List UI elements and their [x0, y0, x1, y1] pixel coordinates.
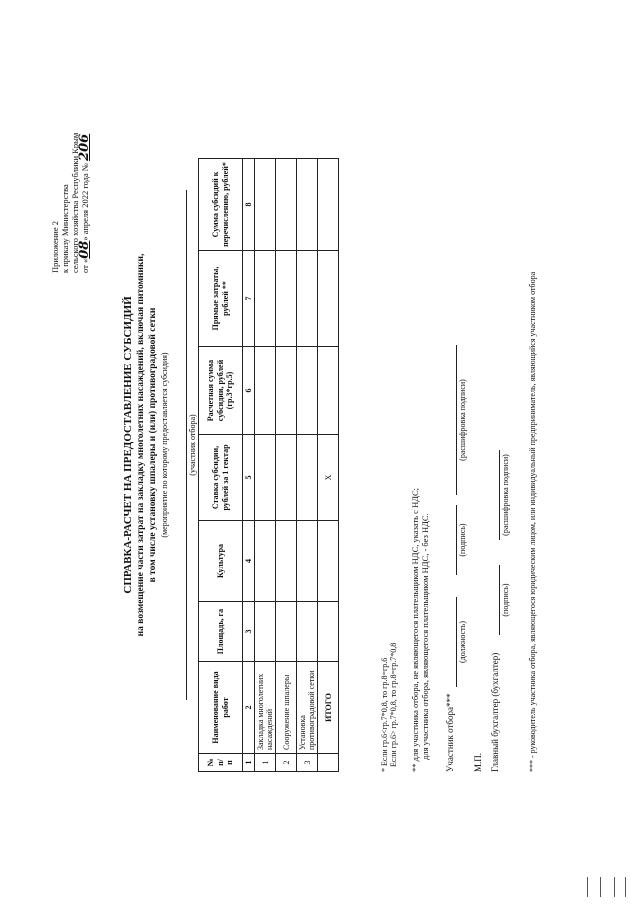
accountant-label: Главный бухгалтер (бухгалтер) [490, 652, 500, 772]
note-star2-b: для участника отбора, являющегося плательщиком НДС, - без НДС. [420, 513, 430, 760]
header-direct-costs: Прямые затраты, рублей ** [199, 251, 243, 347]
position-hint: (должность) [458, 621, 467, 663]
row-number: 1 [255, 754, 276, 772]
title-line-3: в том числе установку шпалеры и (или) противоградовой сетки [148, 307, 158, 583]
appendix-line-1: Приложение 2 [50, 221, 60, 273]
colnum-1: 1 [243, 754, 255, 772]
position-line [456, 597, 457, 687]
row-number: 3 [297, 754, 318, 772]
colnum-4: 4 [243, 521, 255, 602]
total-mark: X [318, 435, 339, 521]
handwritten-day: 08 [77, 240, 92, 259]
header-area: Площадь, га [199, 602, 243, 662]
scan-mark [587, 877, 588, 897]
acc-sign-line [499, 565, 500, 635]
header-number: № п/п [199, 754, 243, 772]
row-work-name: Закладка многолетних насаждений [255, 662, 276, 754]
row-number: 2 [276, 754, 297, 772]
note-star1-b: Если гр.6> гр.7*0,8, то гр.8=гр.7*0,8 [389, 642, 398, 767]
table-row [276, 159, 297, 772]
header-calc-sum: Расчетная сумма субсидии, рублей (гр.3*гр.5) [199, 347, 243, 435]
scan-mark [625, 877, 626, 897]
colnum-8: 8 [243, 159, 255, 251]
colnum-5: 5 [243, 435, 255, 521]
decode-hint: (расшифровка подписи) [458, 379, 467, 461]
note-star2-a: ** для участника отбора, не являющегося плательщиком НДС, указать с НДС; [410, 487, 420, 772]
decode-line [456, 345, 457, 495]
header-rate: Ставка субсидии, рублей за 1 гектар [199, 435, 243, 521]
colnum-6: 6 [243, 347, 255, 435]
table-row [255, 159, 276, 772]
stamp-place: М.П. [473, 752, 483, 772]
acc-sign-hint: (подпись) [501, 583, 510, 617]
note-star3: *** - руководитель участника отбора, являющегося юридическим лицом, или индивидуальный предприниматель, являющийся участником отбора [528, 271, 537, 772]
total-label: ИТОГО [318, 662, 339, 754]
participant-sign-label: Участник отбора*** [445, 693, 455, 772]
participant-line [186, 190, 187, 700]
colnum-3: 3 [243, 602, 255, 662]
note-star1-a: * Если гр.6<гр.7*0,8, то гр.8=гр.6 [380, 657, 389, 772]
sign-hint: (подпись) [458, 523, 467, 557]
appendix-date-line [77, 133, 92, 273]
subsidy-table [198, 158, 339, 772]
colnum-7: 7 [243, 251, 255, 347]
document-title: СПРАВКА-РАСЧЕТ НА ПРЕДОСТАВЛЕНИЕ СУБСИДИЙ [122, 296, 134, 594]
header-crop: Культура [199, 521, 243, 602]
total-row [318, 159, 339, 772]
handwritten-number: 206 [77, 133, 92, 161]
colnum-2: 2 [243, 662, 255, 754]
header-work-type: Наименование вида работ [199, 662, 243, 754]
signature-line [456, 505, 457, 575]
table-row [297, 159, 318, 772]
column-numbers-row [243, 159, 255, 772]
appendix-line-2: к приказу Министерства [60, 184, 70, 273]
measure-hint: (мероприятие по которому предоставляется субсидия) [160, 352, 169, 538]
row-work-name: Установка противоградовой сетки [297, 662, 318, 754]
title-line-2: на возмещение части затрат на закладку многолетних насаждений, включая питомники, [136, 253, 146, 637]
date-middle: » апреля 2022 года № [80, 163, 90, 241]
date-prefix: от « [80, 258, 90, 273]
scan-mark [614, 877, 615, 897]
header-transfer-sum: Сумма субсидий к перечислению, рублей* [199, 159, 243, 251]
acc-decode-hint: (расшифровка подписи) [501, 454, 510, 536]
row-work-name: Сооружение шпалеры [276, 662, 297, 754]
scan-mark [600, 877, 601, 897]
appendix-line-3: сельского хозяйства Республики Крым [70, 132, 80, 273]
appendix-block [50, 133, 90, 273]
participant-hint: (участник отбора) [188, 414, 197, 476]
acc-decode-line [499, 450, 500, 540]
